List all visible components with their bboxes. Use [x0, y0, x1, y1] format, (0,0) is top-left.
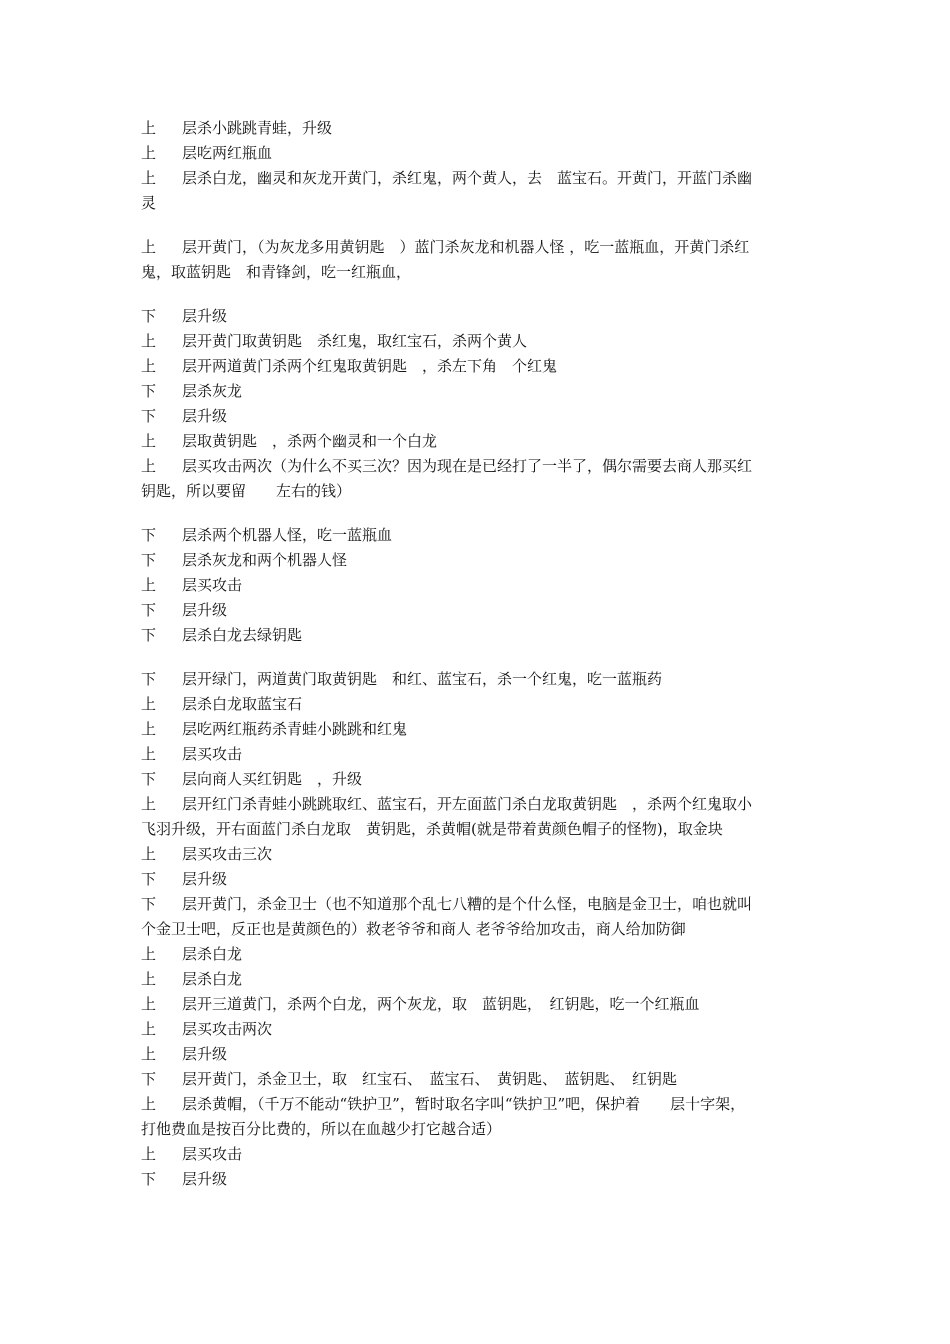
- walkthrough-entry: [141, 842, 813, 867]
- direction-label: 上: [141, 795, 157, 813]
- entry-text: 层买攻击: [182, 1145, 243, 1163]
- entry-text: 层杀灰龙: [182, 382, 243, 400]
- entry-text: 层升级: [182, 870, 228, 888]
- direction-label: 上: [141, 1145, 157, 1163]
- direction-label: 上: [141, 845, 157, 863]
- entry-text: 层开绿门，两道黄门取黄钥匙 和红、蓝宝石，杀一个红鬼，吃一蓝瓶药: [182, 670, 663, 688]
- entry-text: 层杀白龙，幽灵和灰龙开黄门，杀红鬼，两个黄人，去 蓝宝石。开黄门，开蓝门杀幽: [182, 169, 753, 187]
- entry-text: 层开黄门，杀金卫士，取 红宝石、 蓝宝石、 黄钥匙、 蓝钥匙、 红钥匙: [182, 1070, 678, 1088]
- walkthrough-entry: [141, 1017, 813, 1042]
- walkthrough-entry: [141, 967, 813, 992]
- entry-text: 层开三道黄门，杀两个白龙，两个灰龙，取 蓝钥匙， 红钥匙，吃一个红瓶血: [182, 995, 700, 1013]
- walkthrough-entry: [141, 623, 813, 648]
- entry-text-continuation: 灵: [141, 194, 157, 212]
- walkthrough-entry: [141, 742, 813, 767]
- paragraph-gap: [141, 216, 813, 235]
- direction-label: 上: [141, 995, 157, 1013]
- walkthrough-entry: [141, 166, 813, 216]
- walkthrough-entry: [141, 892, 813, 942]
- walkthrough-entry: [141, 867, 813, 892]
- entry-text: 层杀白龙: [182, 970, 243, 988]
- direction-label: 上: [141, 576, 157, 594]
- direction-label: 上: [141, 119, 157, 137]
- direction-label: 下: [141, 895, 157, 913]
- paragraph-gap: [141, 648, 813, 667]
- entry-text: 层吃两红瓶血: [182, 144, 273, 162]
- direction-label: 上: [141, 695, 157, 713]
- walkthrough-entry: [141, 667, 813, 692]
- entry-text-continuation: 个金卫士吧，反正也是黄颜色的）救老爷爷和商人 老爷爷给加攻击，商人给加防御: [141, 920, 686, 938]
- entry-text: 层买攻击: [182, 745, 243, 763]
- entry-text-continuation: 鬼，取蓝钥匙 和青锋剑，吃一红瓶血，: [141, 263, 412, 281]
- walkthrough-entry: [141, 379, 813, 404]
- direction-label: 下: [141, 770, 157, 788]
- paragraph-gap: [141, 285, 813, 304]
- direction-label: 上: [141, 332, 157, 350]
- entry-text: 层吃两红瓶药杀青蛙小跳跳和红鬼: [182, 720, 408, 738]
- walkthrough-entry: [141, 598, 813, 623]
- entry-text: 层升级: [182, 1170, 228, 1188]
- walkthrough-entry: [141, 792, 813, 842]
- walkthrough-entry: [141, 942, 813, 967]
- walkthrough-entry: [141, 1092, 813, 1142]
- direction-label: 上: [141, 1045, 157, 1063]
- direction-label: 下: [141, 870, 157, 888]
- direction-label: 下: [141, 670, 157, 688]
- walkthrough-entry: [141, 404, 813, 429]
- walkthrough-entry: [141, 116, 813, 141]
- entry-text: 层开黄门取黄钥匙 杀红鬼，取红宝石，杀两个黄人: [182, 332, 528, 350]
- entry-text: 层杀白龙取蓝宝石: [182, 695, 303, 713]
- direction-label: 下: [141, 382, 157, 400]
- direction-label: 上: [141, 720, 157, 738]
- entry-text: 层买攻击两次: [182, 1020, 273, 1038]
- direction-label: 上: [141, 144, 157, 162]
- entry-text: 层杀黄帽，（千万不能动“铁护卫”，暂时取名字叫“铁护卫”吧，保护着 层十字架，: [182, 1095, 746, 1113]
- walkthrough-entry: [141, 1042, 813, 1067]
- walkthrough-entry: [141, 692, 813, 717]
- direction-label: 下: [141, 1170, 157, 1188]
- walkthrough-entry: [141, 1067, 813, 1092]
- direction-label: 下: [141, 551, 157, 569]
- entry-text: 层开两道黄门杀两个红鬼取黄钥匙 ，杀左下角 个红鬼: [182, 357, 558, 375]
- paragraph-gap: [141, 504, 813, 523]
- direction-label: 下: [141, 307, 157, 325]
- entry-text: 层升级: [182, 601, 228, 619]
- direction-label: 下: [141, 601, 157, 619]
- entry-text-continuation: 钥匙，所以要留 左右的钱）: [141, 482, 352, 500]
- entry-text: 层杀灰龙和两个机器人怪: [182, 551, 348, 569]
- walkthrough-entry: [141, 548, 813, 573]
- entry-text: 层杀两个机器人怪，吃一蓝瓶血: [182, 526, 393, 544]
- walkthrough-entry: [141, 329, 813, 354]
- entry-text: 层开黄门，杀金卫士（也不知道那个乱七八糟的是个什么怪，电脑是金卫士，咱也就叫: [182, 895, 753, 913]
- entry-text: 层升级: [182, 407, 228, 425]
- walkthrough-entry: [141, 354, 813, 379]
- walkthrough-entry: [141, 992, 813, 1017]
- walkthrough-entry: [141, 1167, 813, 1192]
- walkthrough-entry: [141, 235, 813, 285]
- direction-label: 下: [141, 407, 157, 425]
- walkthrough-entry: [141, 573, 813, 598]
- walkthrough-entry: [141, 717, 813, 742]
- entry-text: 层买攻击两次（为什么不买三次？因为现在是已经打了一半了，偶尔需要去商人那买红: [182, 457, 753, 475]
- direction-label: 下: [141, 626, 157, 644]
- direction-label: 上: [141, 1020, 157, 1038]
- direction-label: 上: [141, 945, 157, 963]
- entry-text: 层杀白龙: [182, 945, 243, 963]
- entry-text: 层开黄门，（为灰龙多用黄钥匙 ）蓝门杀灰龙和机器人怪 ，吃一蓝瓶血，开黄门杀红: [182, 238, 750, 256]
- entry-text: 层向商人买红钥匙 ，升级: [182, 770, 363, 788]
- direction-label: 上: [141, 457, 157, 475]
- direction-label: 上: [141, 357, 157, 375]
- entry-text: 层升级: [182, 1045, 228, 1063]
- walkthrough-entry: [141, 454, 813, 504]
- walkthrough-entry: [141, 1142, 813, 1167]
- entry-text-continuation: 飞羽升级，开右面蓝门杀白龙取 黄钥匙，杀黄帽(就是带着黄颜色帽子的怪物)，取金块: [141, 820, 723, 838]
- direction-label: 下: [141, 526, 157, 544]
- entry-text: 层买攻击: [182, 576, 243, 594]
- entry-text: 层升级: [182, 307, 228, 325]
- walkthrough-entry: [141, 141, 813, 166]
- direction-label: 上: [141, 970, 157, 988]
- entry-text: 层开红门杀青蛙小跳跳取红、蓝宝石，开左面蓝门杀白龙取黄钥匙 ，杀两个红鬼取小: [182, 795, 753, 813]
- walkthrough-entry: [141, 523, 813, 548]
- entry-text-continuation: 打他费血是按百分比费的，所以在血越少打它越合适）: [141, 1120, 502, 1138]
- direction-label: 下: [141, 1070, 157, 1088]
- direction-label: 上: [141, 1095, 157, 1113]
- direction-label: 上: [141, 745, 157, 763]
- direction-label: 上: [141, 169, 157, 187]
- walkthrough-entry: [141, 304, 813, 329]
- entry-text: 层取黄钥匙 ，杀两个幽灵和一个白龙: [182, 432, 438, 450]
- entry-text: 层杀白龙去绿钥匙: [182, 626, 303, 644]
- entry-text: 层买攻击三次: [182, 845, 273, 863]
- direction-label: 上: [141, 432, 157, 450]
- walkthrough-list: [141, 116, 813, 1192]
- walkthrough-entry: [141, 767, 813, 792]
- walkthrough-entry: [141, 429, 813, 454]
- direction-label: 上: [141, 238, 157, 256]
- entry-text: 层杀小跳跳青蛙，升级: [182, 119, 333, 137]
